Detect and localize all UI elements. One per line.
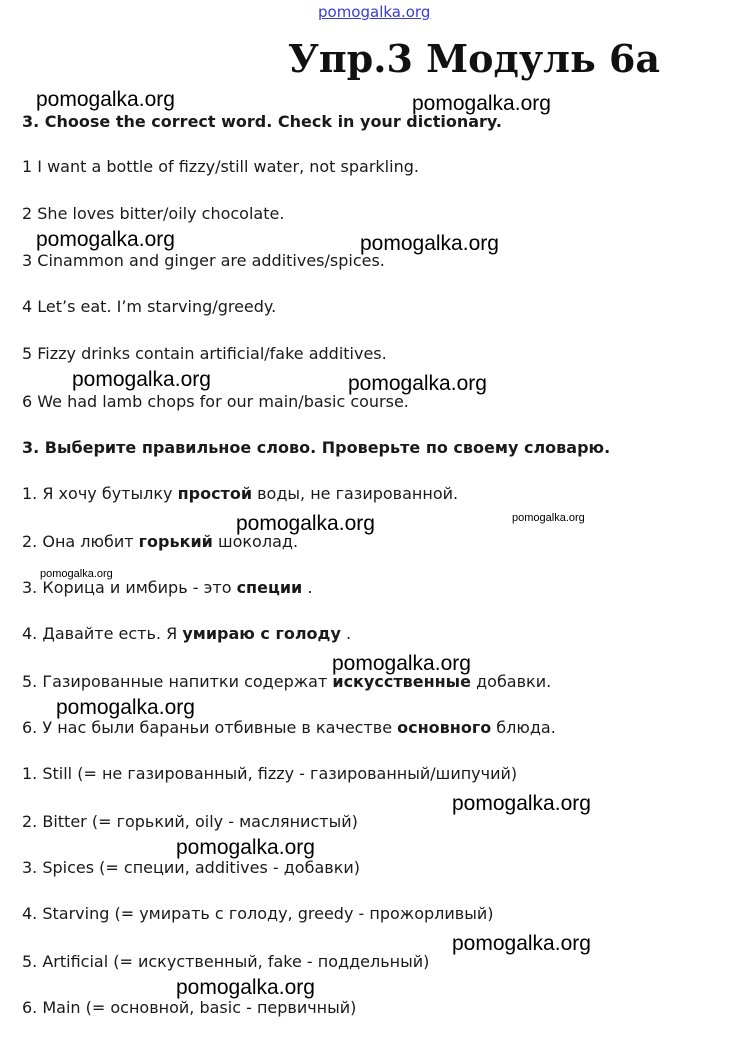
english-item: 1 I want a bottle of fizzy/still water, not sparkling.	[22, 157, 419, 176]
russian-item: 3. Корица и имбирь - это специи .	[22, 578, 313, 597]
watermark: pomogalka.org	[176, 976, 315, 999]
watermark: pomogalka.org	[176, 836, 315, 859]
watermark: pomogalka.org	[452, 792, 591, 815]
site-link[interactable]: pomogalka.org	[318, 3, 431, 21]
watermark: pomogalka.org	[36, 228, 175, 251]
watermark: pomogalka.org	[412, 92, 551, 115]
watermark: pomogalka.org	[348, 372, 487, 395]
page-title: Упр.3 Модуль 6а	[288, 36, 661, 81]
answer-item: 1. Still (= не газированный, fizzy - газированный/шипучий)	[22, 764, 518, 783]
watermark: pomogalka.org	[72, 368, 211, 391]
english-item: 4 Let’s eat. I’m starving/greedy.	[22, 297, 277, 316]
english-heading: 3. Choose the correct word. Check in your dictionary.	[22, 112, 502, 131]
russian-item: 1. Я хочу бутылку простой воды, не газированной.	[22, 484, 459, 503]
watermark: pomogalka.org	[40, 568, 113, 580]
watermark: pomogalka.org	[36, 88, 175, 111]
watermark: pomogalka.org	[360, 232, 499, 255]
english-item: 5 Fizzy drinks contain artificial/fake additives.	[22, 344, 387, 363]
watermark: pomogalka.org	[512, 512, 585, 524]
english-item: 3 Cinammon and ginger are additives/spices.	[22, 251, 385, 270]
russian-item: 6. У нас были бараньи отбивные в качестве основного блюда.	[22, 718, 556, 737]
watermark: pomogalka.org	[332, 652, 471, 675]
russian-heading: 3. Выберите правильное слово. Проверьте по своему словарю.	[22, 438, 611, 457]
watermark: pomogalka.org	[56, 696, 195, 719]
watermark: pomogalka.org	[236, 512, 375, 535]
russian-item: 5. Газированные напитки содержат искусственные добавки.	[22, 672, 552, 691]
english-item: 6 We had lamb chops for our main/basic course.	[22, 392, 409, 411]
russian-item: 2. Она любит горький шоколад.	[22, 532, 299, 551]
answer-item: 3. Spices (= специи, additives - добавки)	[22, 858, 360, 877]
watermark: pomogalka.org	[452, 932, 591, 955]
answer-item: 4. Starving (= умирать с голоду, greedy - прожорливый)	[22, 904, 494, 923]
russian-item: 4. Давайте есть. Я умираю с голоду .	[22, 624, 352, 643]
answer-item: 2. Bitter (= горький, oily - маслянистый)	[22, 812, 358, 831]
answer-item: 6. Main (= основной, basic - первичный)	[22, 998, 357, 1017]
answer-item: 5. Artificial (= искуственный, fake - поддельный)	[22, 952, 430, 971]
english-item: 2 She loves bitter/oily chocolate.	[22, 204, 285, 223]
